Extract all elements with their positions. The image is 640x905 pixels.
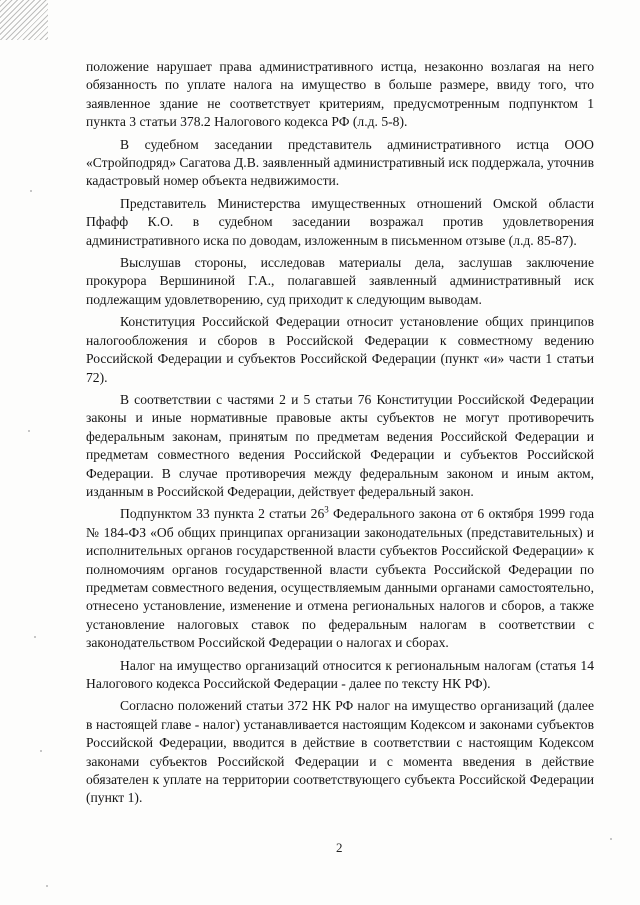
scan-speck (40, 750, 42, 752)
scan-speck (610, 838, 612, 840)
paragraph-7 (86, 505, 594, 652)
paragraph-7-rest: Федерального закона от 6 октября 1999 года № 184-ФЗ «Об общих принципах организации законодательных (представительных) и исполнительных органов государственной власти субъектов Российской Федерации» к полномочиям органов государственной власти субъекта Российской Федерации по предметам совместного ведения, осуществляемым данными органами самостоятельно, отнесено установление, изменение и отмена региональных налогов и сборов, а также установление налоговых ставок по федеральным налогам в соответствии с законодательством Российской Федерации о налогах и сборах. (86, 506, 594, 651)
paragraph-3: Представитель Министерства имущественных отношений Омской области Пфафф К.О. в судебном заседании возражал против удовлетворения административного иска по доводам, изложенным в письменном отзыве (л.д. 85-87). (86, 195, 594, 248)
page-number: 2 (336, 840, 343, 855)
paragraph-1: положение нарушает права административного истца, незаконно возлагая на него обязанность по уплате налога на имущество в больше размере, ввиду того, что заявленное здание не соответствует критериям, предусмотренным подпунктом 1 пункта 3 статьи 378.2 Налогового кодекса РФ (л.д. 5-8). (86, 59, 594, 130)
document-body (86, 58, 594, 812)
paragraph-9: Согласно положений статьи 372 НК РФ налог на имущество организаций (далее в настоящей главе - налог) устанавливается настоящим Кодексом и законами субъектов Российской Федерации, вводится в действие в соответствии с настоящим Кодексом законами субъектов Российской Федерации и с момента введения в действие обязателен к уплате на территории соответствующего субъекта Российской Федерации (пункт 1). (86, 698, 594, 806)
paragraph-8: Налог на имущество организаций относится к региональным налогам (статья 14 Налогового кодекса Российской Федерации - далее по тексту НК РФ). (86, 657, 594, 691)
scan-speck (34, 636, 36, 638)
paragraph-7-start: Подпунктом 33 пункта 2 статьи 26 (120, 506, 325, 522)
scan-speck (30, 190, 32, 192)
scan-speck (46, 885, 48, 887)
scan-corner-mark (0, 0, 48, 40)
paragraph-2: В судебном заседании представитель административного истца ООО «Стройподряд» Сагатова Д.В. заявленный административный иск поддержала, уточнив кадастровый номер объекта недвижимости. (86, 136, 594, 189)
paragraph-4: Выслушав стороны, исследовав материалы дела, заслушав заключение прокурора Вершининой Г.А., полагавшей заявленный административный иск подлежащим удовлетворению, суд приходит к следующим выводам. (86, 255, 594, 307)
superscript: 3 (324, 504, 329, 515)
paragraph-6: В соответствии с частями 2 и 5 статьи 76 Конституции Российской Федерации законы и иные нормативные правовые акты субъектов не могут противоречить федеральным законам, принятым по предметам ведения Российской Федерации и предметам совместного ведения Российской Федерации и субъектов Российской Федерации. В случае противоречия между федеральным законом и иным актом, изданным в Российской Федерации, действует федеральный закон. (86, 391, 594, 499)
paragraph-5: Конституция Российской Федерации относит установление общих принципов налогообложения и сборов в Российской Федерации к совместному ведению Российской Федерации и субъектов Российской Федерации (пункт «и» части 1 статьи 72). (86, 314, 594, 385)
scan-speck (28, 430, 30, 432)
